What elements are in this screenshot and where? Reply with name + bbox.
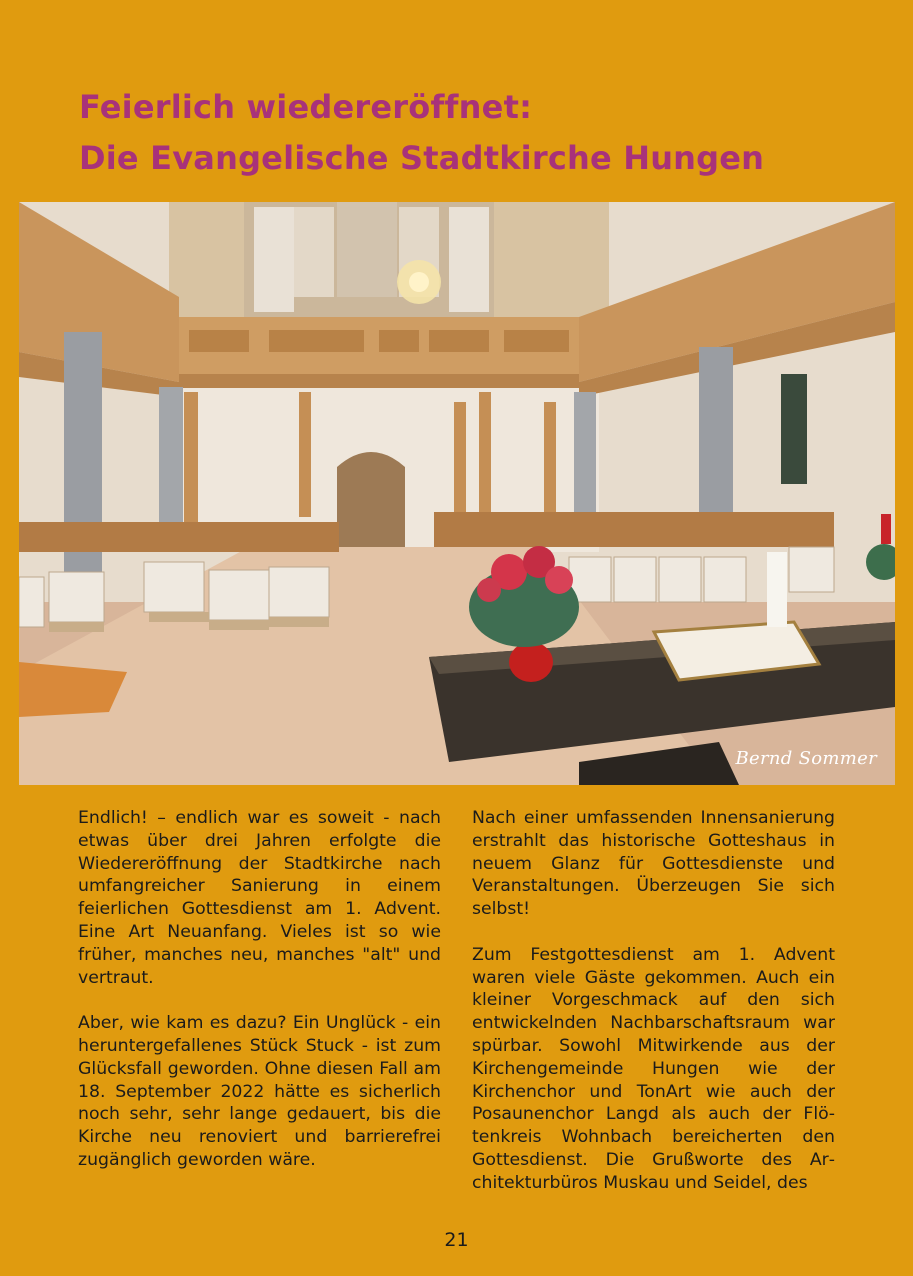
paragraph: Endlich! – endlich war es soweit - nach etwas über drei Jahren erfolgte die Wiedereröffnung der Stadtkirche nach umfangreicher Sanierung in einem feierlichen Gottesdienst am 1. Advent. Eine Art Neuanfang. Vieles ist so wie früher, manches neu, manches "alt" und vertraut. (78, 808, 441, 988)
article-column-left (78, 807, 441, 1195)
title-line-2: Die Evangelische Stadtkirche Hungen (79, 139, 765, 177)
article-title (79, 82, 879, 184)
paragraph: Zum Festgottesdienst am 1. Advent waren viele Gäste gekommen. Auch ein kleiner Vorgeschmack auf den sich entwickelnden Nachbarschaftsraum war spürbar. Sowohl Mitwirkende aus der Kirchengemeinde Hungen wie der Kirchenchor und TonArt wie auch der Posaunenchor Langd als auch der Flötenkreis Wohnbach bereicherten den Gottesdienst. Die Grußworte des Architekturbüros Muskau und Seidel, des (472, 944, 835, 1193)
photo-credit: Bernd Sommer (735, 748, 877, 769)
page-number: 21 (444, 1229, 469, 1251)
church-interior-photo (19, 202, 895, 785)
title-line-1: Feierlich wiedereröffnet: (79, 88, 533, 126)
church-interior-illustration (19, 202, 895, 785)
article-column-right (472, 807, 835, 1217)
paragraph: Nach einer umfassenden Innensanierung erstrahlt das historische Gotteshaus in neuem Glanz für Gottesdienste und Veranstaltungen. Überzeugen Sie sich selbst! (472, 808, 835, 920)
paragraph: Aber, wie kam es dazu? Ein Unglück - ein heruntergefallenes Stück Stuck - ist zum Glücksfall geworden. Ohne diesen Fall am 18. September 2022 hätte es sicherlich noch sehr, sehr lange gedauert, bis die Kirche neu renoviert und barrierefrei zugänglich geworden wäre. (78, 1013, 441, 1170)
